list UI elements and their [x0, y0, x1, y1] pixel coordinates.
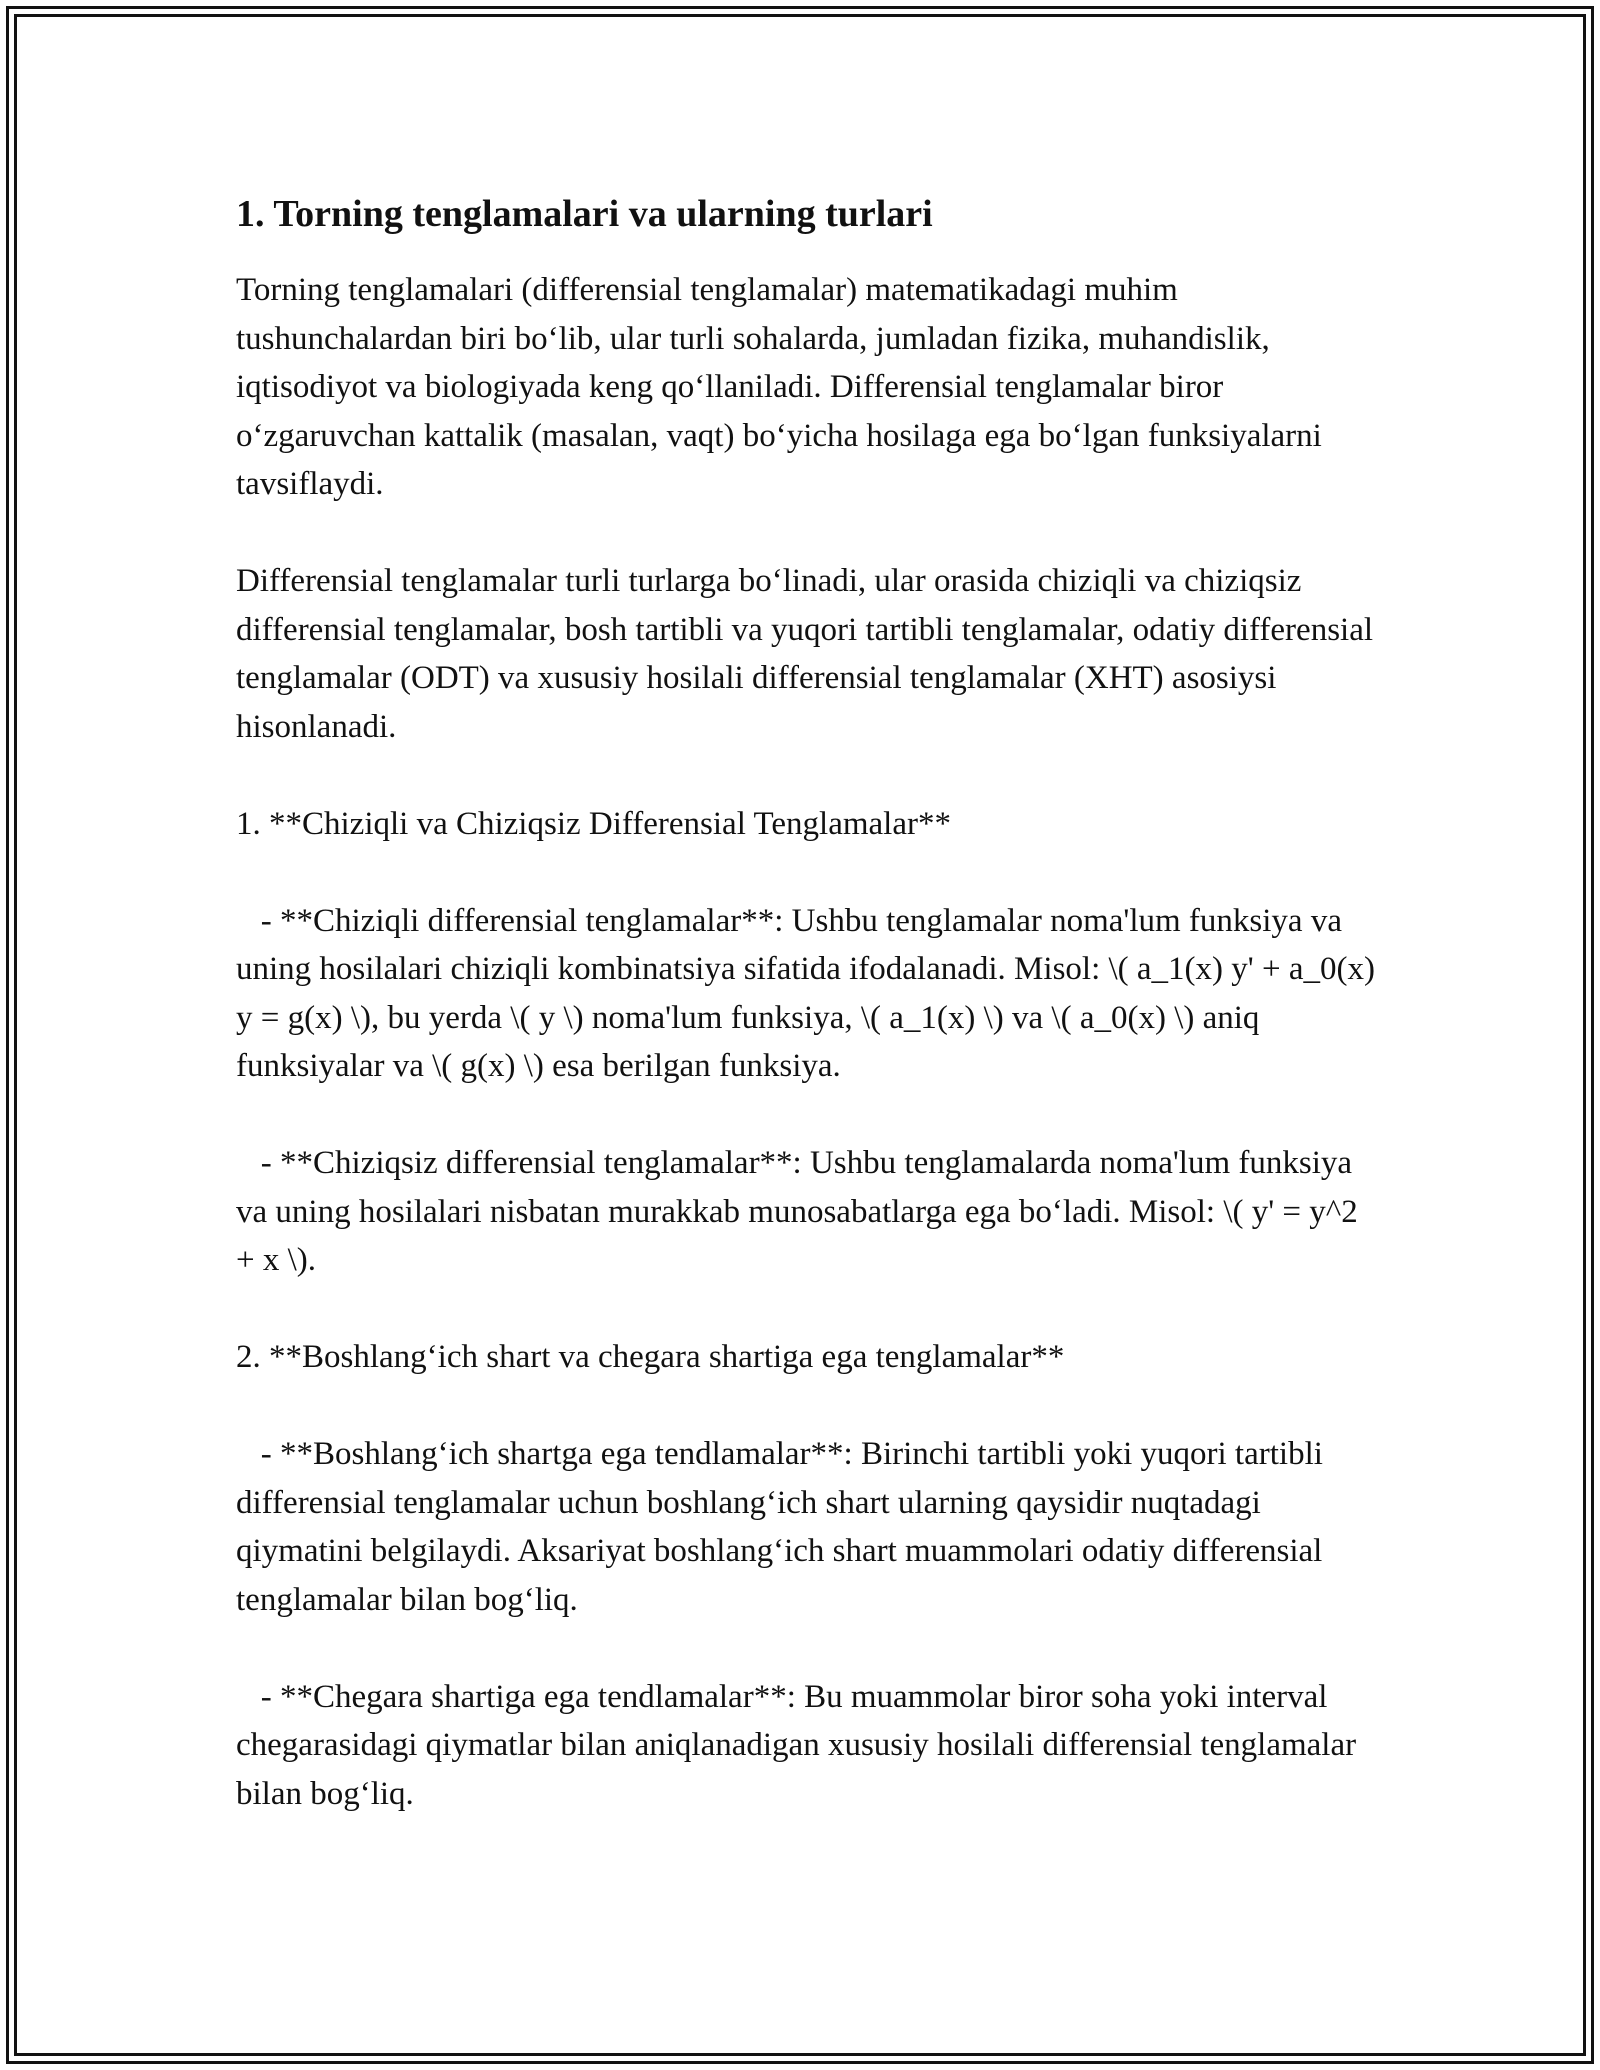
- intro-paragraph: Torning tenglamalari (differensial tenglamalar) matematikadagi muhim tushunchalardan biri bo‘lib, ular turli sohalarda, jumladan fizika, muhandislik, iqtisodiyot va biologiyada keng qo‘llaniladi. Differensial tenglamalar biror o‘zgaruvchan kattalik (masalan, vaqt) bo‘yicha hosilaga ega bo‘lgan funksiyalarni tavsiflaydi.: [236, 272, 1331, 502]
- types-paragraph: Differensial tenglamalar turli turlarga bo‘linadi, ular orasida chiziqli va chiziqsiz differensial tenglamalar, bosh tartibli va yuqori tartibli tenglamalar, odatiy differensial tenglamalar (ODT) va xususiy hosilali differensial tenglamalar (XHT) asosiysi hisonlanadi.: [236, 563, 1382, 745]
- list-heading-linear: 1. **Chiziqli va Chiziqsiz Differensial Tenglamalar**: [236, 805, 951, 842]
- list-heading-conditions: 2. **Boshlang‘ich shart va chegara shartiga ega tenglamalar**: [236, 1339, 1065, 1375]
- section-title: 1. Torning tenglamalari va ularning turlari: [236, 193, 933, 235]
- list-item-nonlinear: - **Chiziqsiz differensial tenglamalar**: Ushbu tenglamalarda noma'lum funksiya va uning hosilalari nisbatan murakkab munosabatlarga ega bo‘ladi. Misol: \( y' = y^2 + x \).: [236, 1145, 1367, 1278]
- list-item-linear: - **Chiziqli differensial tenglamalar**: Ushbu tenglamalar noma'lum funksiya va uning hosilalari chiziqli kombinatsiya sifatida ifodalanadi. Misol: \( a_1(x) y' + a_0(x) y = g(x) \), bu yerda \( y \) noma'lum funksiya, \( a_1(x) \) va \( a_0(x) \) aniq funksiyalar va \( g(x) \) esa berilgan funksiya.: [236, 902, 1384, 1084]
- list-item-initial-condition: - **Boshlang‘ich shartga ega tendlamalar**: Birinchi tartibli yoki yuqori tartibli differensial tenglamalar uchun boshlang‘ich shart ularning qaysidir nuqtadagi qiymatini belgilaydi. Aksariyat boshlang‘ich shart muammolari odatiy differensial tenglamalar bilan bog‘liq.: [236, 1436, 1332, 1618]
- document-page: [236, 188, 1384, 1867]
- list-item-boundary-condition: - **Chegara shartiga ega tendlamalar**: Bu muammolar biror soha yoki interval chegarasidagi qiymatlar bilan aniqlanadigan xususiy hosilali differensial tenglamalar bilan bog‘liq.: [236, 1678, 1365, 1812]
